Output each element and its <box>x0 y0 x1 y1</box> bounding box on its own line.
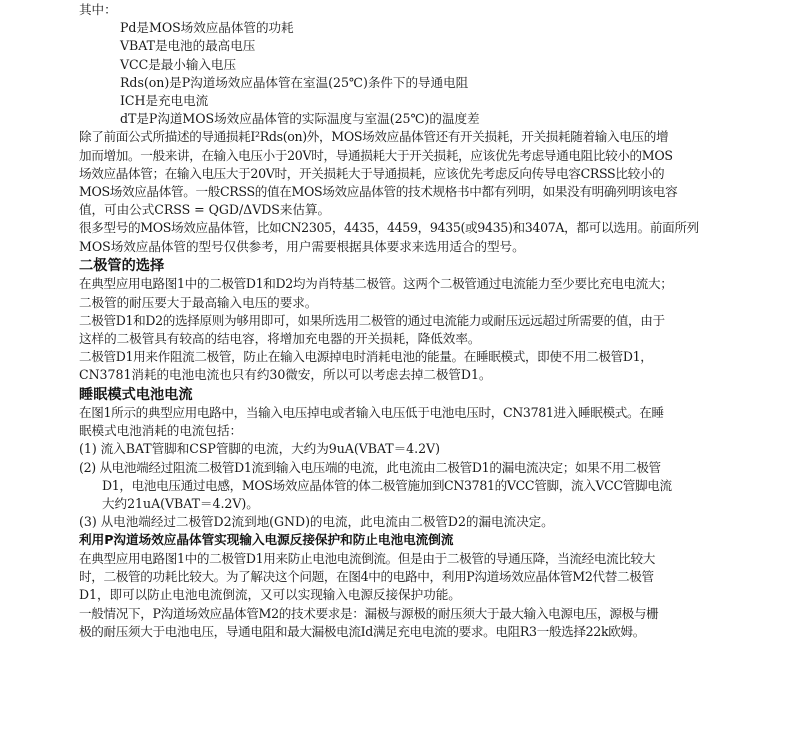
definition-ich: ICH是充电电流 <box>120 93 209 109</box>
definitions-list <box>79 19 741 128</box>
paragraph-line: D1，即可以防止电池电流倒流，又可以实现输入电源反接保护功能。 <box>79 587 461 603</box>
sleep-list-item-3: (3) 从电池端经过二极管D2流到地(GND)的电流，此电流由二极管D2的漏电流决定。 <box>79 514 554 530</box>
paragraph-line: 加而增加。一般来讲，在输入电压小于20V时，导通损耗大于开关损耗，应该优先考虑导通电阻比较小的MOS <box>79 147 673 163</box>
paragraph-line: 二极管D1和D2的选择原则为够用即可，如果所选用二极管的通过电流能力或耐压远远超过所需要的值，由于 <box>79 312 665 328</box>
definition-pd: Pd是MOS场效应晶体管的功耗 <box>120 20 294 36</box>
diode-section-heading: 二极管的选择 <box>79 257 165 274</box>
sleep-list-item-2 <box>79 459 741 514</box>
paragraph-line: MOS场效应晶体管。一般CRSS的值在MOS场效应晶体管的技术规格书中都有列明，如果没有明确列明该电容 <box>79 184 678 200</box>
protection-section-heading: 利用P沟道场效应晶体管实现输入电源反接保护和防止电池电流倒流 <box>79 532 454 548</box>
diode-paragraph-3 <box>79 348 741 384</box>
list-item-line: 大约21uA(VBAT＝4.2V)。 <box>102 496 259 512</box>
definition-vbat: VBAT是电池的最高电压 <box>120 38 256 54</box>
list-item-line: D1，电池电压通过电感，MOS场效应晶体管的体二极管施加到CN3781的VCC管脚，流入VCC管脚电流 <box>102 477 672 493</box>
paragraph-line: CN3781消耗的电池电流也只有约30微安，所以可以考虑去掉二极管D1。 <box>79 367 492 383</box>
paragraph-line: 二极管D1用来作阻流二极管，防止在输入电源掉电时消耗电池的能量。在睡眠模式，即使不用二极管D1， <box>79 349 653 365</box>
document-page <box>79 1 741 641</box>
diode-paragraph-1 <box>79 275 741 311</box>
paragraph-line: 在典型应用电路图1中的二极管D1用来防止电池电流倒流。但是由于二极管的导通压降，当流经电流比较大 <box>79 550 656 566</box>
definition-dt: dT是P沟道MOS场效应晶体管的实际温度与室温(25℃)的温度差 <box>120 111 480 127</box>
paragraph-line: 时，二极管的功耗比较大。为了解决这个问题，在图4中的电路中，利用P沟道场效应晶体管M2代替二极管 <box>79 569 654 585</box>
paragraph-line: 二极管的耐压要大于最高输入电压的要求。 <box>79 294 318 310</box>
paragraph-line: 场效应晶体管；在输入电压大于20V时，开关损耗大于导通损耗，应该优先考虑反向传导电容CRSS比较小的 <box>79 165 665 181</box>
sleep-section-heading: 睡眠模式电池电流 <box>79 386 193 403</box>
diode-paragraph-2 <box>79 312 741 348</box>
paragraph-line: 除了前面公式所描述的导通损耗I²Rds(on)外，MOS场效应晶体管还有开关损耗，开关损耗随着输入电压的增 <box>79 129 669 145</box>
list-item-line: (2) 从电池端经过阻流二极管D1流到输入电压端的电流，此电流由二极管D1的漏电流决定；如果不用二极管 <box>79 459 661 475</box>
paragraph-line: 在典型应用电路图1中的二极管D1和D2均为肖特基二极管。这两个二极管通过电流能力至少要比充电电流大； <box>79 276 673 292</box>
mos-models-paragraph <box>79 219 741 255</box>
definition-rds: Rds(on)是P沟道场效应晶体管在室温(25℃)条件下的导通电阻 <box>120 74 469 90</box>
sleep-list-item-1: (1) 流入BAT管脚和CSP管脚的电流，大约为9uA(VBAT＝4.2V) <box>79 441 440 457</box>
paragraph-line: 极的耐压须大于电池电压，导通电阻和最大漏极电流Id满足充电电流的要求。电阻R3一般选择22k欧姆。 <box>79 623 645 639</box>
protection-paragraph-2 <box>79 605 741 641</box>
mos-loss-paragraph <box>79 128 741 219</box>
paragraph-line: 很多型号的MOS场效应晶体管，比如CN2305，4435，4459，9435(或9435)和3407A，都可以选用。前面所列 <box>79 220 699 236</box>
protection-paragraph-1 <box>79 550 741 605</box>
paragraph-line: 一般情况下，P沟道场效应晶体管M2的技术要求是：漏极与源极的耐压须大于最大输入电源电压，源极与栅 <box>79 605 659 621</box>
paragraph-line: 值，可由公式CRSS = QGD/ΔVDS来估算。 <box>79 202 331 218</box>
paragraph-line: 在图1所示的典型应用电路中，当输入电压掉电或者输入电压低于电池电压时，CN3781进入睡眠模式。在睡 <box>79 405 664 421</box>
paragraph-line: 这样的二极管具有较高的结电容，将增加充电器的开关损耗，降低效率。 <box>79 330 481 346</box>
sleep-paragraph <box>79 404 741 440</box>
intro-text: 其中： <box>79 2 117 17</box>
definition-vcc: VCC是最小输入电压 <box>120 56 237 72</box>
paragraph-line: MOS场效应晶体管的型号仅供参考，用户需要根据具体要求来选用适合的型号。 <box>79 238 525 254</box>
paragraph-line: 眠模式电池消耗的电流包括： <box>79 423 243 439</box>
